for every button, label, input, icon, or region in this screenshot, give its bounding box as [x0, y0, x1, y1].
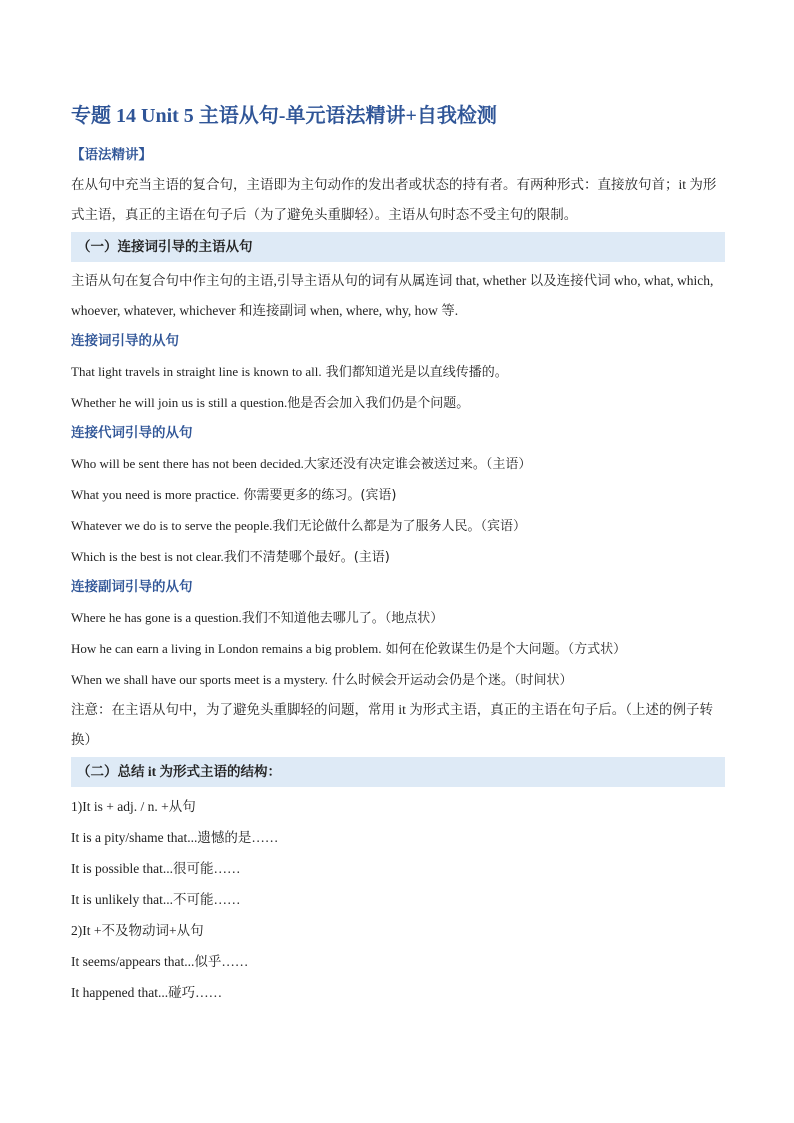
structure-item: 1)It is + adj. / n. +从句	[71, 799, 196, 814]
note-paragraph: 注意：在主语从句中，为了避免头重脚轻的问题，常用 it 为形式主语，真正的主语在句子后。（上述的例子转换）	[71, 702, 713, 747]
document-title: 专题 14 Unit 5 主语从句-单元语法精讲+自我检测	[71, 105, 497, 127]
structure-item: 2)It +不及物动词+从句	[71, 923, 204, 938]
subheading-conjunction: 连接词引导的从句	[71, 333, 179, 348]
subheading-adverb: 连接副词引导的从句	[71, 579, 193, 594]
structure-item: It is a pity/shame that...遗憾的是……	[71, 830, 279, 845]
structure-item: It is unlikely that...不可能……	[71, 892, 241, 907]
example-sentence: Whatever we do is to serve the people.我们无论做什么都是为了服务人民。（宾语）	[71, 518, 526, 534]
section-heading-1: （一）连接词引导的主语从句	[71, 232, 725, 262]
section-heading-2: （二）总结 it 为形式主语的结构：	[71, 757, 725, 787]
intro-paragraph: 在从句中充当主语的复合句，主语即为主句动作的发出者或状态的持有者。有两种形式：直接放句首；it 为形式主语，真正的主语在句子后（为了避免头重脚轻）。主语从句时态不受主句的限制。	[71, 177, 717, 222]
example-sentence: Where he has gone is a question.我们不知道他去哪儿了。（地点状）	[71, 610, 444, 626]
example-sentence: That light travels in straight line is known to all. 我们都知道光是以直线传播的。	[71, 364, 508, 380]
example-sentence: Whether he will join us is still a question.他是否会加入我们仍是个问题。	[71, 395, 470, 411]
subheading-pronoun: 连接代词引导的从句	[71, 425, 193, 440]
example-sentence: What you need is more practice. 你需要更多的练习。(宾语)	[71, 487, 397, 503]
example-sentence: How he can earn a living in London remains a big problem. 如何在伦敦谋生仍是个大问题。（方式状）	[71, 641, 627, 657]
grammar-label: 【语法精讲】	[71, 147, 152, 162]
structure-item: It is possible that...很可能……	[71, 861, 241, 876]
example-sentence: When we shall have our sports meet is a mystery. 什么时候会开运动会仍是个迷。（时间状）	[71, 672, 573, 688]
structure-item: It seems/appears that...似乎……	[71, 954, 249, 969]
structure-item: It happened that...碰巧……	[71, 985, 223, 1000]
document-content	[71, 100, 725, 1008]
section1-description: 主语从句在复合句中作主句的主语,引导主语从句的词有从属连词 that, whether 以及连接代词 who, what, which, whoever, whatever, whichever 和连接副词 when, where, why, how 等.	[71, 273, 714, 318]
example-sentence: Who will be sent there has not been decided.大家还没有决定谁会被送过来。（主语）	[71, 456, 532, 472]
example-sentence: Which is the best is not clear.我们不清楚哪个最好。(主语)	[71, 549, 390, 565]
